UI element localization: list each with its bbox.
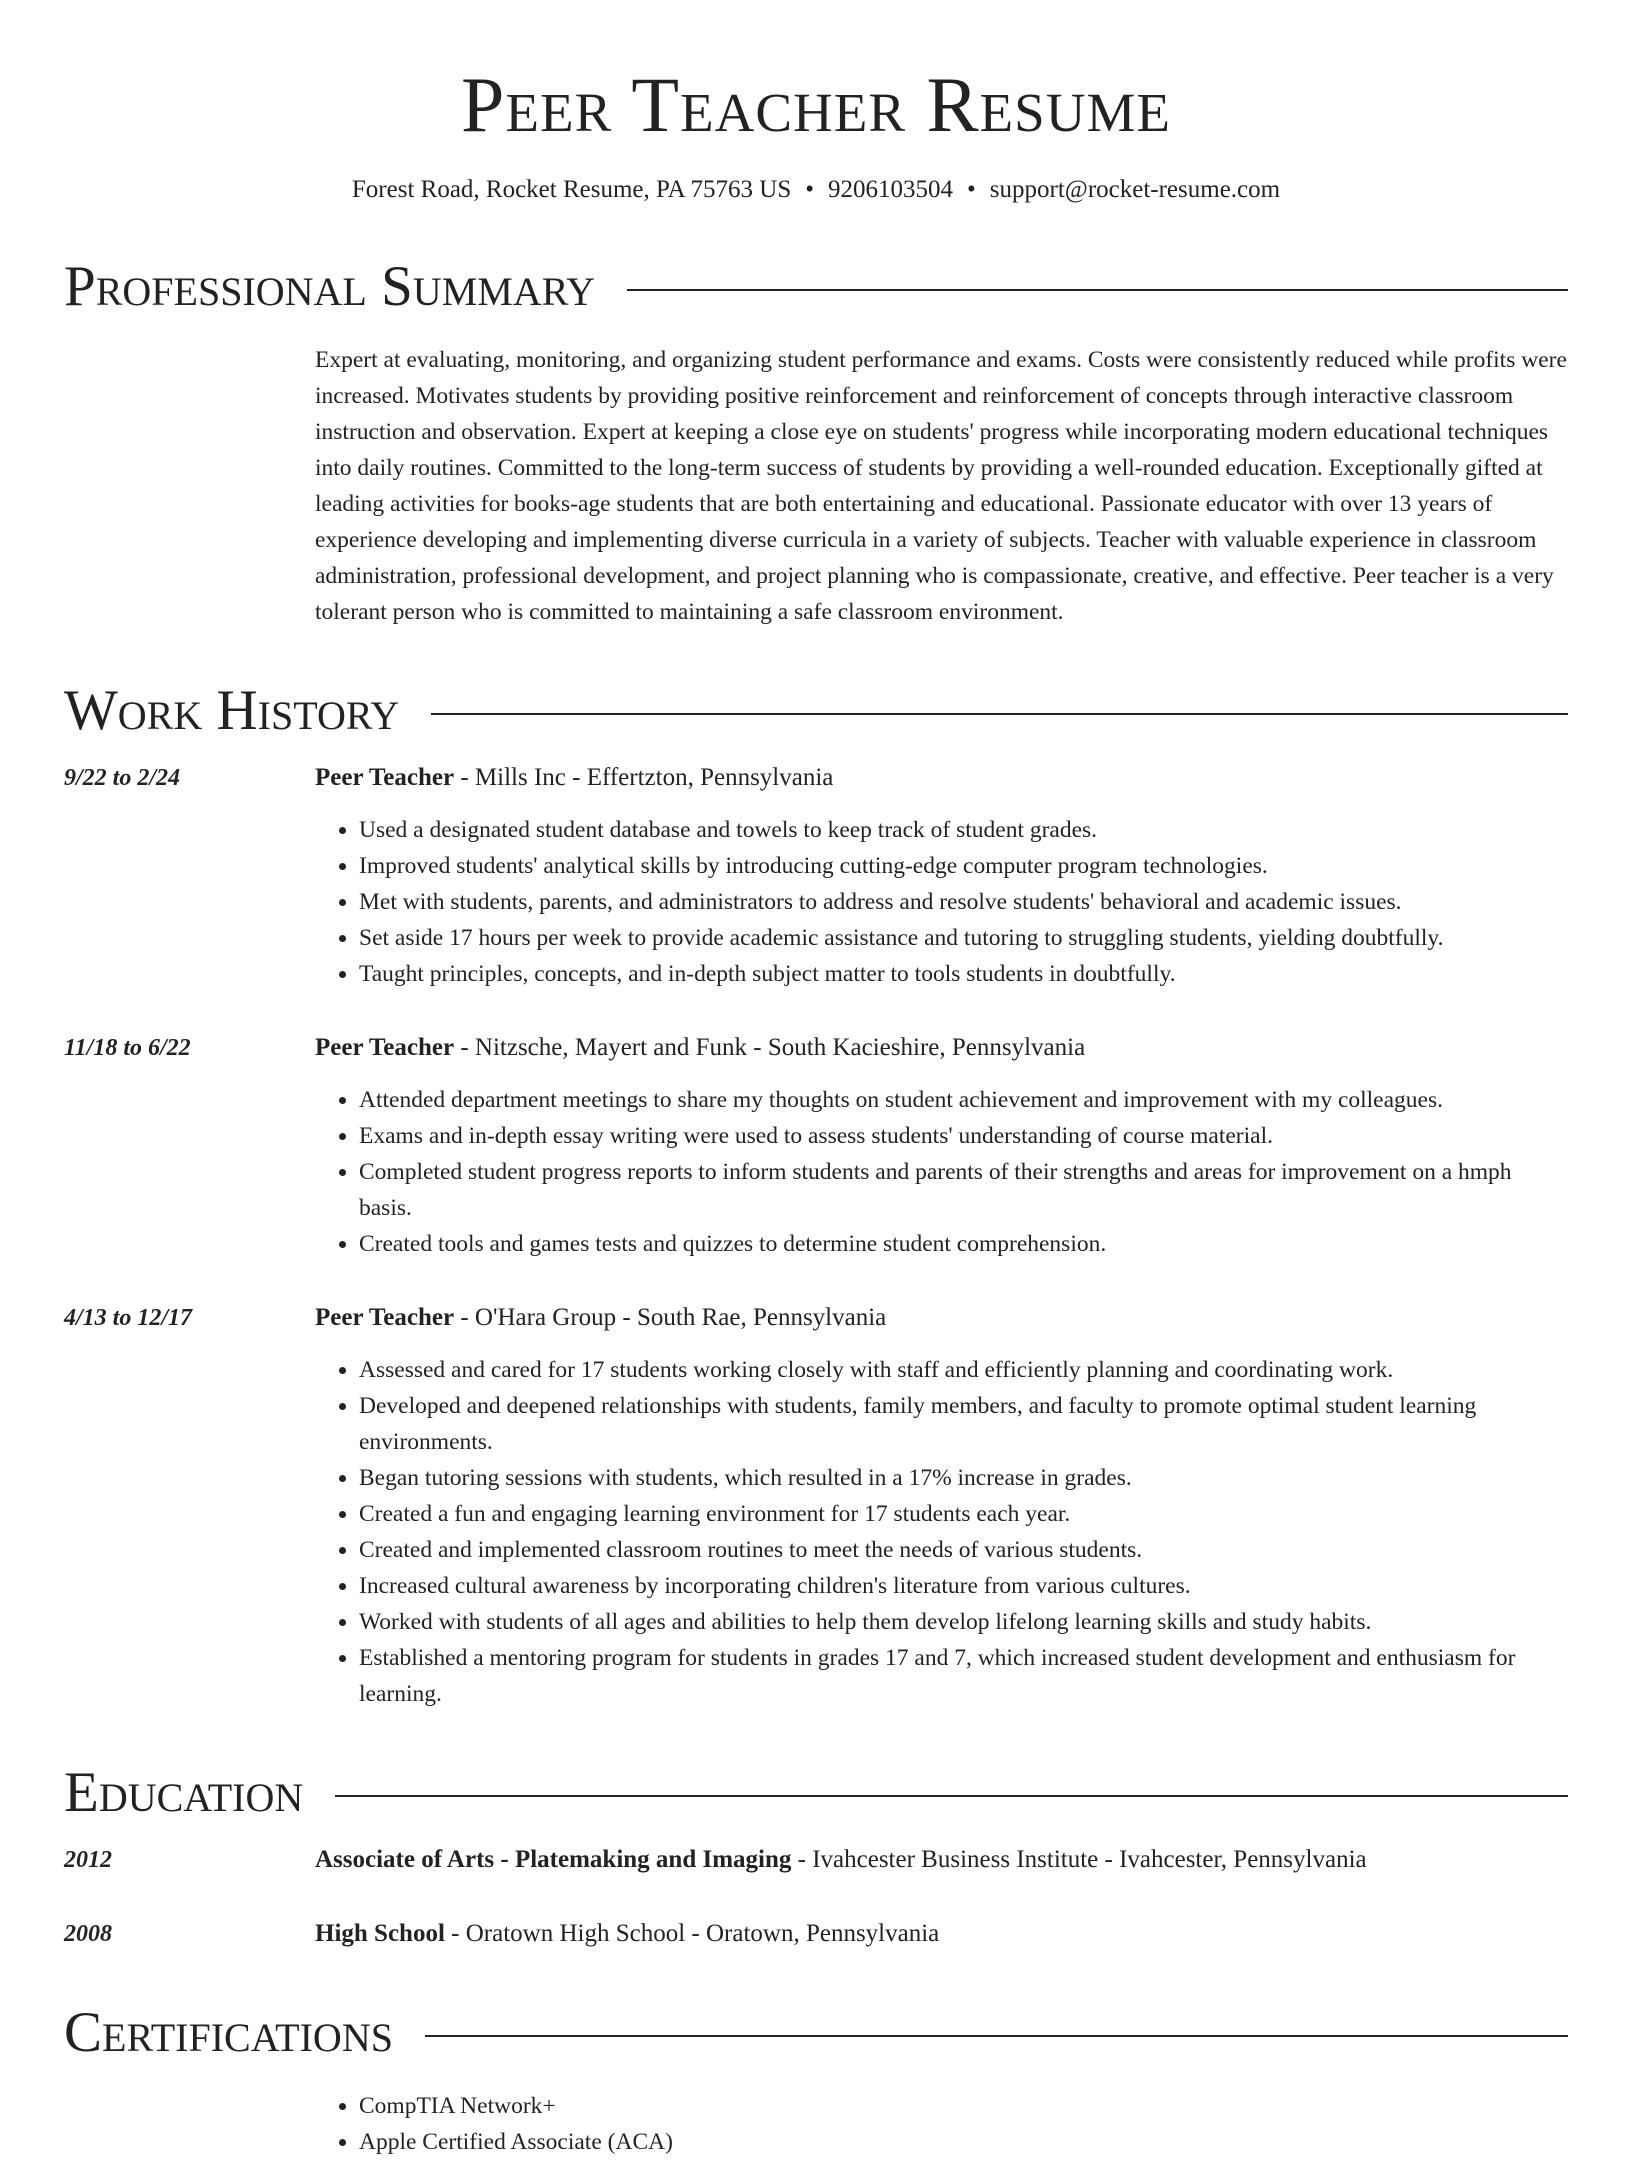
job-bullet: • Created tools and games tests and quizzes to determine student comprehension.	[359, 1226, 1568, 1262]
job-dates: 9/22 to 2/24	[64, 765, 181, 791]
education-details: - Ivahcester Business Institute - Ivahcester, Pennsylvania	[791, 1846, 1367, 1873]
work-heading: Work History	[64, 679, 400, 742]
education-entry	[64, 1842, 1568, 1878]
education-section-header	[64, 1762, 1568, 1824]
job-bullet: • Taught principles, concepts, and in-depth subject matter to tools students in doubtfully.	[359, 956, 1568, 992]
section-divider	[335, 1795, 1568, 1797]
job-heading	[315, 1300, 1568, 1336]
summary-heading: Professional Summary	[64, 255, 596, 318]
contact-line	[64, 174, 1568, 206]
certifications-section-header	[64, 2002, 1568, 2064]
job-heading	[315, 760, 1568, 796]
education-heading: Education	[64, 1761, 304, 1824]
job-bullet: • Completed student progress reports to inform students and parents of their strengths and areas for improvement on a hmph basis.	[359, 1154, 1568, 1226]
contact-separator: •	[967, 176, 976, 203]
work-section-header	[64, 680, 1568, 742]
job-bullet: • Assessed and cared for 17 students working closely with staff and efficiently planning and coordinating work.	[359, 1352, 1568, 1388]
job-dates: 11/18 to 6/22	[64, 1035, 191, 1061]
job-bullet: • Increased cultural awareness by incorporating children's literature from various cultures.	[359, 1568, 1568, 1604]
job-body	[315, 760, 1568, 992]
job-bullets	[315, 1082, 1568, 1262]
job-bullet: • Worked with students of all ages and abilities to help them develop lifelong learning skills and study habits.	[359, 1604, 1568, 1640]
job-entry	[64, 1300, 1568, 1712]
job-bullet: • Improved students' analytical skills by introducing cutting-edge computer program technologies.	[359, 848, 1568, 884]
certifications-heading: Certifications	[64, 2001, 393, 2064]
contact-address: Forest Road, Rocket Resume, PA 75763 US	[351, 176, 792, 203]
job-bullet: • Used a designated student database and towels to keep track of student grades.	[359, 812, 1568, 848]
contact-email: support@rocket-resume.com	[989, 176, 1281, 203]
job-bullet: • Created and implemented classroom routines to meet the needs of various students.	[359, 1532, 1568, 1568]
education-heading-line	[315, 1916, 1568, 1952]
job-bullet: • Created a fun and engaging learning environment for 17 students each year.	[359, 1496, 1568, 1532]
education-degree: Associate of Arts - Platemaking and Imaging	[315, 1846, 792, 1873]
job-title: Peer Teacher	[315, 1304, 455, 1331]
certification-item: • Apple Certified Associate (ACA)	[359, 2124, 1568, 2160]
job-bullets	[315, 1352, 1568, 1712]
job-bullet: • Began tutoring sessions with students, which resulted in a 17% increase in grades.	[359, 1460, 1568, 1496]
job-bullet: • Established a mentoring program for students in grades 17 and 7, which increased student development and enthusiasm for learning.	[359, 1640, 1568, 1712]
education-heading-line	[315, 1842, 1568, 1878]
education-details: - Oratown High School - Oratown, Pennsylvania	[444, 1920, 940, 1947]
section-divider	[431, 713, 1568, 715]
job-details: - O'Hara Group - South Rae, Pennsylvania	[454, 1304, 887, 1331]
job-dates: 4/13 to 12/17	[64, 1305, 193, 1331]
contact-separator: •	[805, 176, 815, 203]
section-divider	[627, 289, 1568, 291]
job-bullet: • Developed and deepened relationships with students, family members, and faculty to promote optimal student learning environments.	[359, 1388, 1568, 1460]
job-entry	[64, 760, 1568, 992]
section-divider	[425, 2035, 1568, 2037]
education-degree: High School	[315, 1920, 445, 1947]
certification-list	[315, 2088, 1568, 2160]
job-bullet: • Set aside 17 hours per week to provide academic assistance and tutoring to struggling students, yielding doubtfully.	[359, 920, 1568, 956]
job-bullet: • Exams and in-depth essay writing were used to assess students' understanding of course material.	[359, 1118, 1568, 1154]
job-body	[315, 1030, 1568, 1262]
job-entry	[64, 1030, 1568, 1262]
job-bullets	[315, 812, 1568, 992]
resume-title: Peer Teacher Resume	[461, 61, 1171, 148]
job-bullet: • Attended department meetings to share my thoughts on student achievement and improvement with my colleagues.	[359, 1082, 1568, 1118]
education-year: 2008	[64, 1921, 112, 1947]
job-title: Peer Teacher	[315, 1034, 455, 1061]
education-year: 2012	[64, 1847, 112, 1873]
education-entry	[64, 1916, 1568, 1952]
summary-section-header	[64, 256, 1568, 318]
job-title: Peer Teacher	[315, 764, 455, 791]
job-details: - Nitzsche, Mayert and Funk - South Kacieshire, Pennsylvania	[454, 1034, 1086, 1061]
contact-phone: 9206103504	[828, 176, 954, 203]
job-bullet: • Met with students, parents, and administrators to address and resolve students' behavioral and academic issues.	[359, 884, 1568, 920]
job-details: - Mills Inc - Effertzton, Pennsylvania	[454, 764, 834, 791]
summary-text: Expert at evaluating, monitoring, and organizing student performance and exams. Costs were consistently reduced while profits were increased. Motivates students by providing positive reinforcement and reinforcement of concepts through interactive classroom instruction and observation. Expert at keeping a close eye on students' progress while incorporating modern educational techniques into daily routines. Committed to the long-term success of students by providing a well-rounded education. Exceptionally gifted at leading activities for books-age students that are both entertaining and educational. Passionate educator with over 13 years of experience developing and implementing diverse curricula in a variety of subjects. Teacher with valuable experience in classroom administration, professional development, and project planning who is compassionate, creative, and effective. Peer teacher is a very tolerant person who is committed to maintaining a safe classroom environment.	[315, 347, 1567, 625]
job-body	[315, 1300, 1568, 1712]
job-heading	[315, 1030, 1568, 1066]
certification-item: • CompTIA Network+	[359, 2088, 1568, 2124]
